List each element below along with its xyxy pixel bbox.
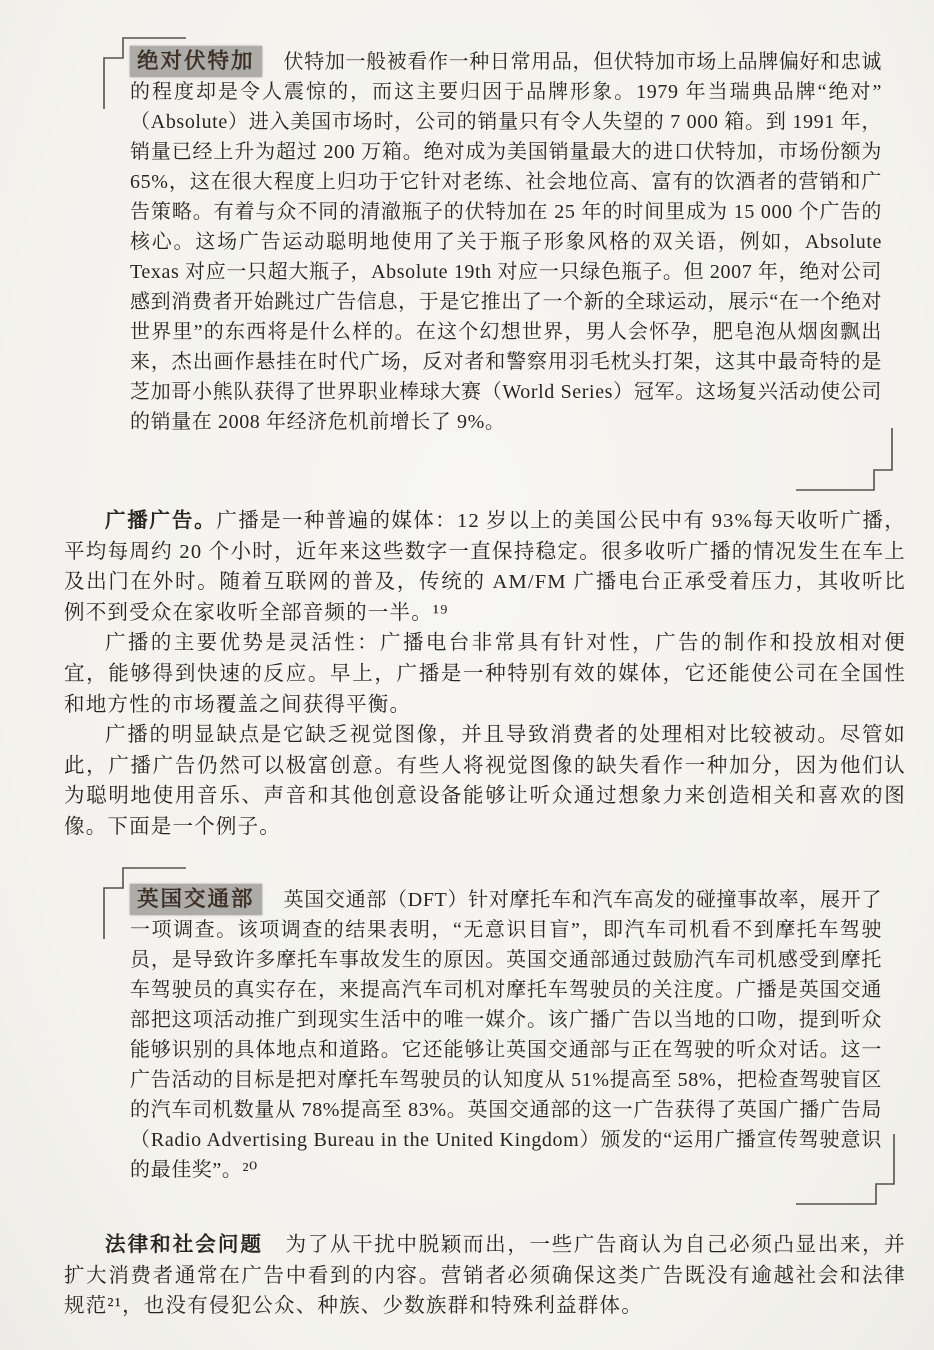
vignette-text: 英国交通部（DFT）针对摩托车和汽车高发的碰撞事故率，展开了一项调查。该项调查的结果表明，“无意识目盲”，即汽车司机看不到摩托车驾驶员，是导致许多摩托车事故发生的原因。英国交通部通过鼓励汽车司机感受到摩托车驾驶员的真实存在，来提高汽车司机对摩托车驾驶员的关注度。广播是英国交通部把这项活动推广到现实生活中的唯一媒介。该广播广告以当地的口吻，提到听众能够识别的具体地点和道路。它还能够让英国交通部与正在驾驶的听众对话。这一广告活动的目标是把对摩托车驾驶员的认知度从 51%提高至 58%，把检查驾驶盲区的汽车司机数量从 78%提高至 83%。英国交通部的这一广告获得了英国广播广告局（Radio Advertising Bureau in the United Kingdom）颁发的“运用广播宣传驾驶意识的最佳奖”。²⁰ bbox=[130, 889, 882, 1181]
run-in-heading-legal: 法律和社会问题 bbox=[105, 1234, 264, 1256]
paragraph-text: 广播的主要优势是灵活性：广播电台非常具有针对性，广告的制作和投放相对便宜，能够得到快速的反应。早上，广播是一种特别有效的媒体，它还能使公司在全国性和地方性的市场覆盖之间获得平衡。 bbox=[64, 632, 906, 716]
paragraph-text: 广播是一种普遍的媒体：12 岁以上的美国公民中有 93%每天收听广播，平均每周约 20 个小时，近年来这些数字一直保持稳定。很多收听广播的情况发生在车上及出门在外时。随着互联网的普及，传统的 AM/FM 广播电台正承受着压力，其收听比例不到受众在家收听全部音频的一半。¹⁹ bbox=[64, 510, 907, 624]
paragraph-text: 为了从干扰中脱颖而出，一些广告商认为自己必须凸显出来，并扩大消费者通常在广告中看到的内容。营销者必须确保这类广告既没有逾越社会和法律规范²¹，也没有侵犯公众、种族、少数族群和特殊利益群体。 bbox=[64, 1234, 906, 1318]
vignette-label-dft: 英国交通部 bbox=[130, 884, 262, 915]
vignette-absolut-vodka bbox=[130, 46, 882, 437]
paragraph-legal-social bbox=[64, 1230, 906, 1322]
paragraph-radio-intro bbox=[64, 506, 906, 628]
paragraph-text: 广播的明显缺点是它缺乏视觉图像，并且导致消费者的处理相对比较被动。尽管如此，广播广告仍然可以极富创意。有些人将视觉图像的缺失看作一种加分，因为他们认为聪明地使用音乐、声音和其他创意设备能够让听众通过想象力来创造相关和喜欢的图像。下面是一个例子。 bbox=[64, 724, 906, 838]
paragraph-radio-disadvantages bbox=[64, 720, 906, 842]
vignette-paragraph bbox=[130, 884, 882, 1185]
vignette-label-absolut: 绝对伏特加 bbox=[130, 46, 262, 77]
legal-social-issues-section bbox=[64, 1230, 906, 1322]
vignette-paragraph bbox=[130, 46, 882, 437]
vignette-uk-dft bbox=[130, 884, 882, 1185]
run-in-heading-radio: 广播广告。 bbox=[105, 510, 217, 532]
corner-bracket-bottom-right-icon bbox=[796, 428, 900, 492]
paragraph-radio-advantages bbox=[64, 628, 906, 720]
vignette-text: 伏特加一般被看作一种日常用品，但伏特加市场上品牌偏好和忠诚的程度却是令人震惊的，而这主要归因于品牌形象。1979 年当瑞典品牌“绝对”（Absolute）进入美国市场时，公司的销量只有令人失望的 7 000 箱。到 1991 年，销量已经上升为超过 200 万箱。绝对成为美国销量最大的进口伏特加，市场份额为 65%，这在很大程度上归功于它针对老练、社会地位高、富有的饮酒者的营销和广告策略。有着与众不同的清澈瓶子的伏特加在 25 年的时间里成为 15 000 个广告的核心。这场广告运动聪明地使用了关于瓶子形象风格的双关语，例如，Absolute Texas 对应一只超大瓶子，Absolute 19th 对应一只绿色瓶子。但 2007 年，绝对公司感到消费者开始跳过广告信息，于是它推出了一个新的全球运动，展示“在一个绝对世界里”的东西将是什么样的。在这个幻想世界，男人会怀孕，肥皂泡从烟囱飘出来，杰出画作悬挂在时代广场，反对者和警察用羽毛枕头打架，这其中最奇特的是芝加哥小熊队获得了世界职业棒球大赛（World Series）冠军。这场复兴活动使公司的销量在 2008 年经济危机前增长了 9%。 bbox=[130, 51, 882, 433]
radio-advertising-section bbox=[64, 506, 906, 843]
